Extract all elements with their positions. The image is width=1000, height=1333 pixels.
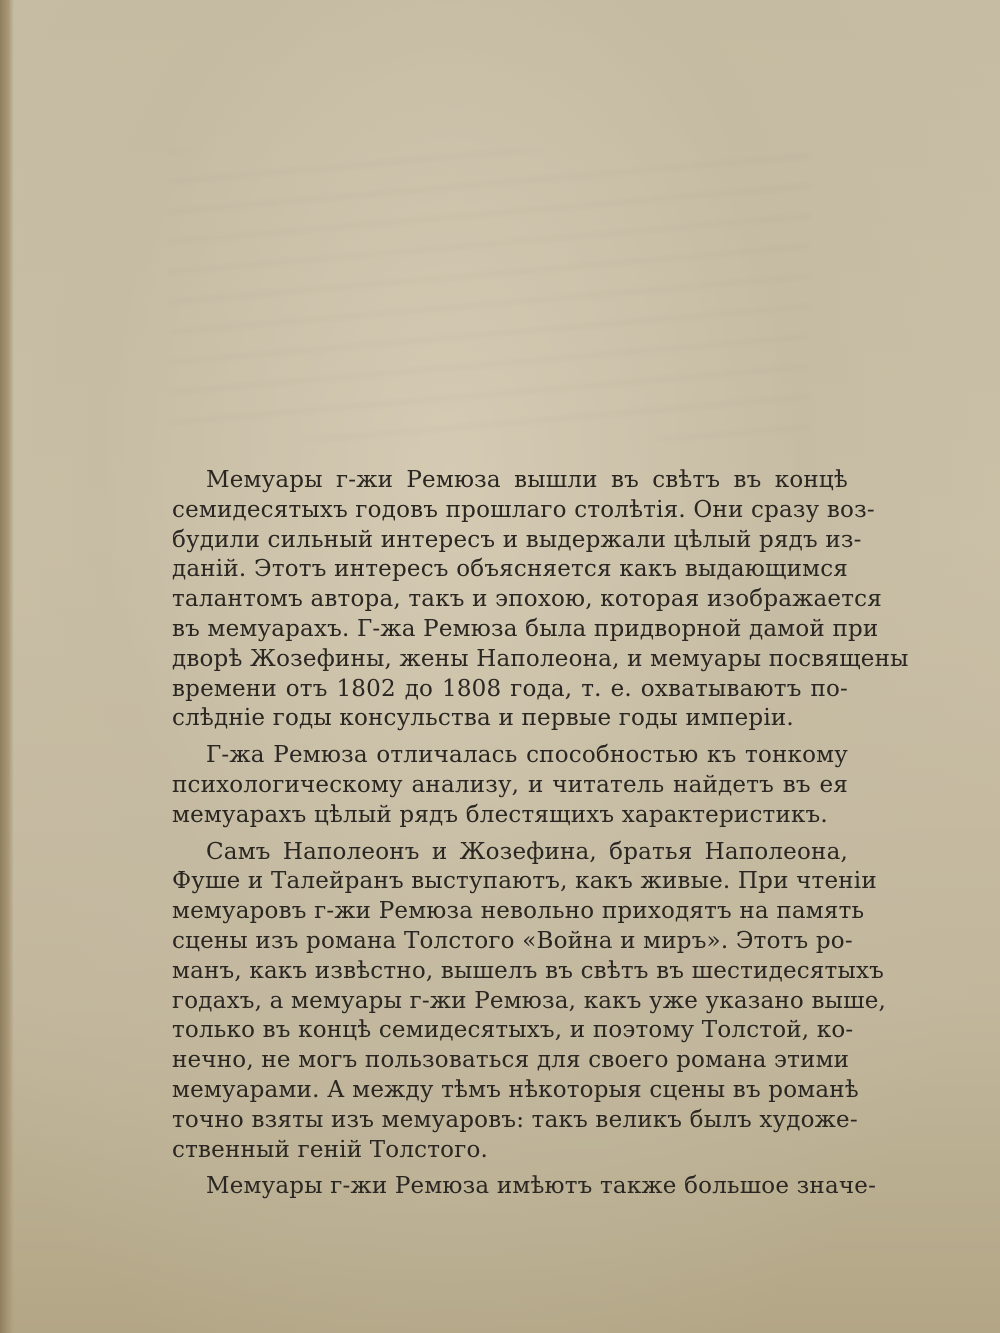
paragraph-3 [172,838,887,1166]
page-binding-edge [0,0,14,1333]
show-through-bleed [170,150,810,440]
paragraph-4 [172,1172,877,1202]
text-line: мемуарахъ цѣлый рядъ блестящихъ характеристикъ. [172,801,828,828]
text-line: Фуше и Талейранъ выступаютъ, какъ живые. При чтеніи [172,868,877,895]
text-line: годахъ, а мемуары г-жи Ремюза, какъ уже указано выше, [172,987,887,1014]
text-line: ственный геній Толстого. [172,1136,489,1163]
text-line: дворѣ Жозефины, жены Наполеона, и мемуары посвящены [172,645,909,672]
text-line: будили сильный интересъ и выдержали цѣлый рядъ из- [172,526,862,553]
text-line: только въ концѣ семидесятыхъ, и поэтому Толстой, ко- [172,1017,854,1044]
text-line: манъ, какъ извѣстно, вышелъ въ свѣтъ въ шестидесятыхъ [172,957,884,984]
text-line: времени отъ 1802 до 1808 года, т. е. охватываютъ по- [172,675,848,702]
text-line: точно взяты изъ мемуаровъ: такъ великъ былъ художе- [172,1106,858,1133]
text-line: талантомъ автора, такъ и эпохою, которая изображается [172,586,882,613]
text-line: даній. Этотъ интересъ объясняется какъ выдающимся [172,556,848,583]
paragraph-1 [172,466,909,734]
text-line: семидесятыхъ годовъ прошлаго столѣтія. Они сразу воз- [172,496,875,523]
text-line: Мемуары г-жи Ремюза вышли въ свѣтъ въ концѣ [206,467,848,493]
text-line: Самъ Наполеонъ и Жозефина, братья Наполеона, [206,838,848,865]
text-line: Мемуары г-жи Ремюза имѣютъ также большое значе- [206,1173,877,1200]
text-line: психологическому анализу, и читатель найдетъ въ ея [172,771,848,798]
text-line: сцены изъ романа Толстого «Война и миръ». Этотъ ро- [172,927,853,954]
text-line: слѣдніе годы консульства и первые годы имперіи. [172,705,794,732]
text-line: мемуаровъ г-жи Ремюза невольно приходятъ на память [172,898,865,925]
text-line: нечно, не могъ пользоваться для своего романа этими [172,1047,850,1074]
text-line: Г-жа Ремюза отличалась способностью къ тонкому [206,742,848,769]
text-line: въ мемуарахъ. Г-жа Ремюза была придворной дамой при [172,615,879,642]
paragraph-2 [172,741,848,830]
body-text [172,466,909,1209]
text-line: мемуарами. А между тѣмъ нѣкоторыя сцены въ романѣ [172,1076,859,1103]
